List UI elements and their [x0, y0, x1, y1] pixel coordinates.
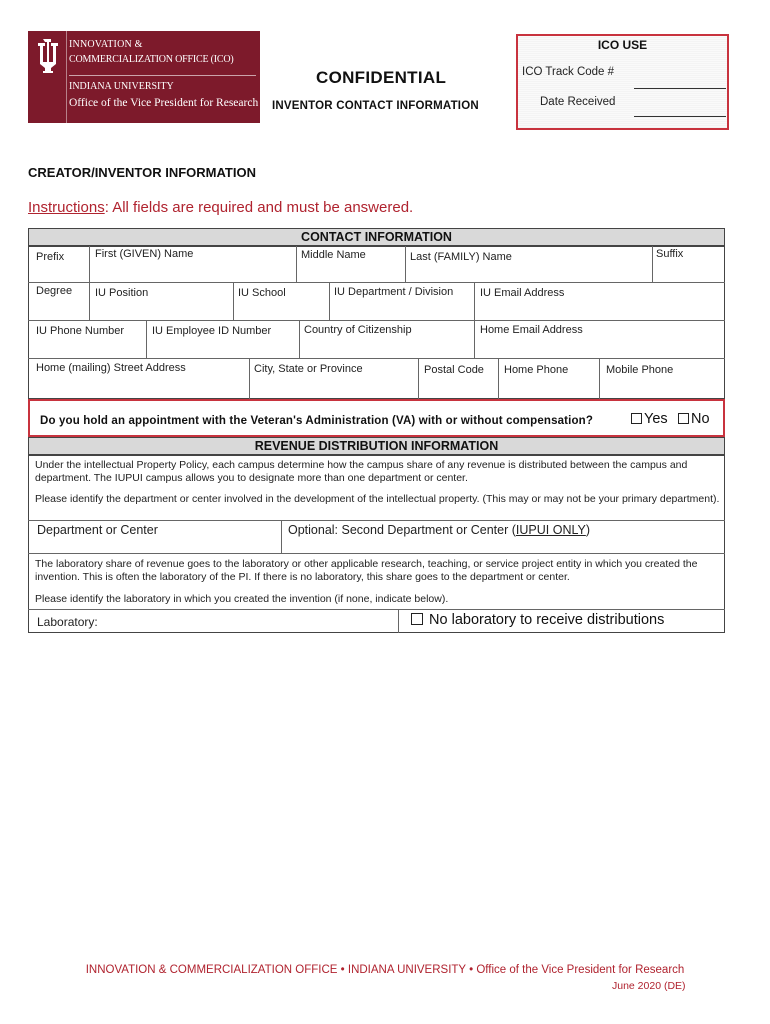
- instructions: [28, 199, 413, 216]
- logo-divider: [66, 31, 67, 123]
- iu-school-field[interactable]: IU School: [238, 287, 286, 299]
- logo-line-university: INDIANA UNIVERSITY: [69, 81, 174, 92]
- footer-date: June 2020 (DE): [612, 980, 686, 992]
- iupui-only-label: IUPUI ONLY: [515, 523, 586, 537]
- prefix-field[interactable]: Prefix: [36, 251, 65, 263]
- postal-code-field[interactable]: Postal Code: [424, 364, 484, 376]
- ico-use-title: ICO USE: [597, 38, 648, 52]
- ico-track-code-field[interactable]: [634, 88, 726, 89]
- second-dept-label: Optional: Second Department or Center (: [288, 523, 516, 537]
- instructions-text: : All fields are required and must be answered.: [104, 199, 414, 216]
- va-no-label: No: [691, 411, 710, 427]
- page-title: CONFIDENTIAL: [316, 68, 447, 87]
- footer-line: [0, 964, 770, 976]
- revenue-para-identify-dept: Please identify the department or center involved in the development of the intellectual property. (This may or may not be your primary department).: [35, 493, 720, 505]
- checkbox-icon[interactable]: [678, 413, 689, 424]
- ico-track-code-label: ICO Track Code #: [522, 66, 615, 78]
- ico-logo-block: [28, 31, 260, 123]
- iu-email-field[interactable]: IU Email Address: [480, 287, 565, 299]
- home-street-address-field[interactable]: Home (mailing) Street Address: [36, 362, 186, 374]
- iu-phone-field[interactable]: IU Phone Number: [36, 325, 125, 337]
- suffix-field[interactable]: Suffix: [656, 248, 684, 260]
- mobile-phone-field[interactable]: Mobile Phone: [606, 364, 674, 376]
- footer-office: INNOVATION & COMMERCIALIZATION OFFICE: [85, 964, 338, 976]
- va-question-box: [28, 399, 725, 437]
- degree-field[interactable]: Degree: [36, 285, 73, 297]
- no-laboratory-label: No laboratory to receive distributions: [429, 612, 665, 628]
- iu-employee-id-field[interactable]: IU Employee ID Number: [152, 325, 272, 337]
- middle-name-field[interactable]: Middle Name: [301, 249, 366, 261]
- home-email-field[interactable]: Home Email Address: [480, 324, 583, 336]
- va-yes-option[interactable]: [631, 411, 668, 427]
- section-heading: CREATOR/INVENTOR INFORMATION: [28, 165, 256, 180]
- city-state-field[interactable]: City, State or Province: [254, 363, 363, 375]
- revenue-distribution-header: REVENUE DISTRIBUTION INFORMATION: [28, 437, 725, 455]
- instructions-label: Instructions: [28, 199, 105, 216]
- checkbox-icon[interactable]: [631, 413, 642, 424]
- footer-ovpr: Office of the Vice President for Research: [476, 964, 685, 976]
- page-subtitle: INVENTOR CONTACT INFORMATION: [272, 100, 479, 112]
- logo-line-ovpr: Office of the Vice President for Research: [69, 97, 259, 109]
- bullet-icon: •: [469, 964, 474, 976]
- footer-university: INDIANA UNIVERSITY: [347, 964, 466, 976]
- laboratory-field[interactable]: Laboratory:: [37, 615, 98, 629]
- second-department-field[interactable]: [288, 523, 590, 537]
- va-yes-label: Yes: [644, 411, 668, 427]
- home-phone-field[interactable]: Home Phone: [504, 364, 569, 376]
- department-center-field[interactable]: Department or Center: [37, 523, 158, 537]
- second-dept-close: ): [585, 523, 590, 537]
- date-received-label: Date Received: [540, 96, 616, 108]
- contact-information-header: CONTACT INFORMATION: [28, 228, 725, 246]
- no-laboratory-option[interactable]: [411, 612, 664, 628]
- iu-trident-icon: [32, 37, 62, 73]
- last-name-field[interactable]: Last (FAMILY) Name: [410, 251, 512, 263]
- iu-department-field[interactable]: IU Department / Division: [334, 286, 454, 298]
- ico-use-box: [516, 34, 729, 130]
- revenue-para-identify-lab: Please identify the laboratory in which you created the invention (if none, indicate below).: [35, 593, 449, 605]
- logo-line-innovation: INNOVATION &: [69, 39, 143, 50]
- logo-separator: [69, 75, 256, 76]
- checkbox-icon[interactable]: [411, 613, 423, 625]
- bullet-icon: •: [340, 964, 345, 976]
- citizenship-field[interactable]: Country of Citizenship: [304, 324, 412, 336]
- revenue-para-campus: Under the intellectual Property Policy, each campus determine how the campus share of any revenue is distributed between the campus and department. The IUPUI campus allows you to designate more than one department or center.: [35, 459, 688, 484]
- logo-line-office: COMMERCIALIZATION OFFICE (ICO): [69, 54, 234, 65]
- iu-position-field[interactable]: IU Position: [95, 287, 149, 299]
- first-name-field[interactable]: First (GIVEN) Name: [95, 248, 194, 260]
- va-question: Do you hold an appointment with the Veteran's Administration (VA) with or without compensation?: [40, 415, 594, 427]
- date-received-field[interactable]: [634, 116, 726, 117]
- revenue-para-laboratory: The laboratory share of revenue goes to the laboratory or other applicable research, teaching, or service project entity in which you created the invention. This is often the laboratory of the PI. If there is no laboratory, this share goes to the department or center.: [35, 558, 698, 583]
- contact-information-grid: [28, 246, 725, 399]
- va-no-option[interactable]: [678, 411, 710, 427]
